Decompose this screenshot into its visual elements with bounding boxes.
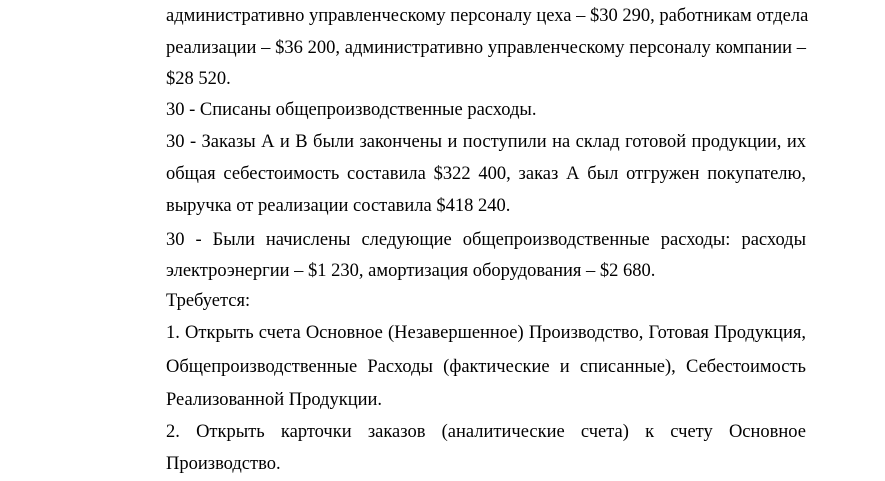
- text-line: административно управленческому персоналу цеха – $30 290, работникам отдела: [166, 6, 809, 26]
- text-line: 30 - Списаны общепроизводственные расходы.: [166, 100, 537, 120]
- text-line: 30 - Заказы А и В были закончены и поступили на склад готовой продукции, их: [166, 132, 806, 152]
- text-line: 30 - Были начислены следующие общепроизводственные расходы: расходы: [166, 230, 806, 250]
- text-line: электроэнергии – $1 230, амортизация оборудования – $2 680.: [166, 261, 656, 281]
- text-line: Требуется:: [166, 291, 251, 311]
- text-line: Производство.: [166, 454, 281, 474]
- text-line: реализации – $36 200, административно управленческому персоналу компании –: [166, 38, 806, 58]
- text-line: 2. Открыть карточки заказов (аналитические счета) к счету Основное: [166, 422, 806, 442]
- text-line: Реализованной Продукции.: [166, 390, 383, 410]
- text-line: Общепроизводственные Расходы (фактические и списанные), Себестоимость: [166, 357, 806, 377]
- text-line: $28 520.: [166, 69, 231, 89]
- text-line: 1. Открыть счета Основное (Незавершенное) Производство, Готовая Продукция,: [166, 323, 806, 343]
- text-line: общая себестоимость составила $322 400, заказ А был отгружен покупателю,: [166, 164, 806, 184]
- text-line: выручка от реализации составила $418 240.: [166, 196, 511, 216]
